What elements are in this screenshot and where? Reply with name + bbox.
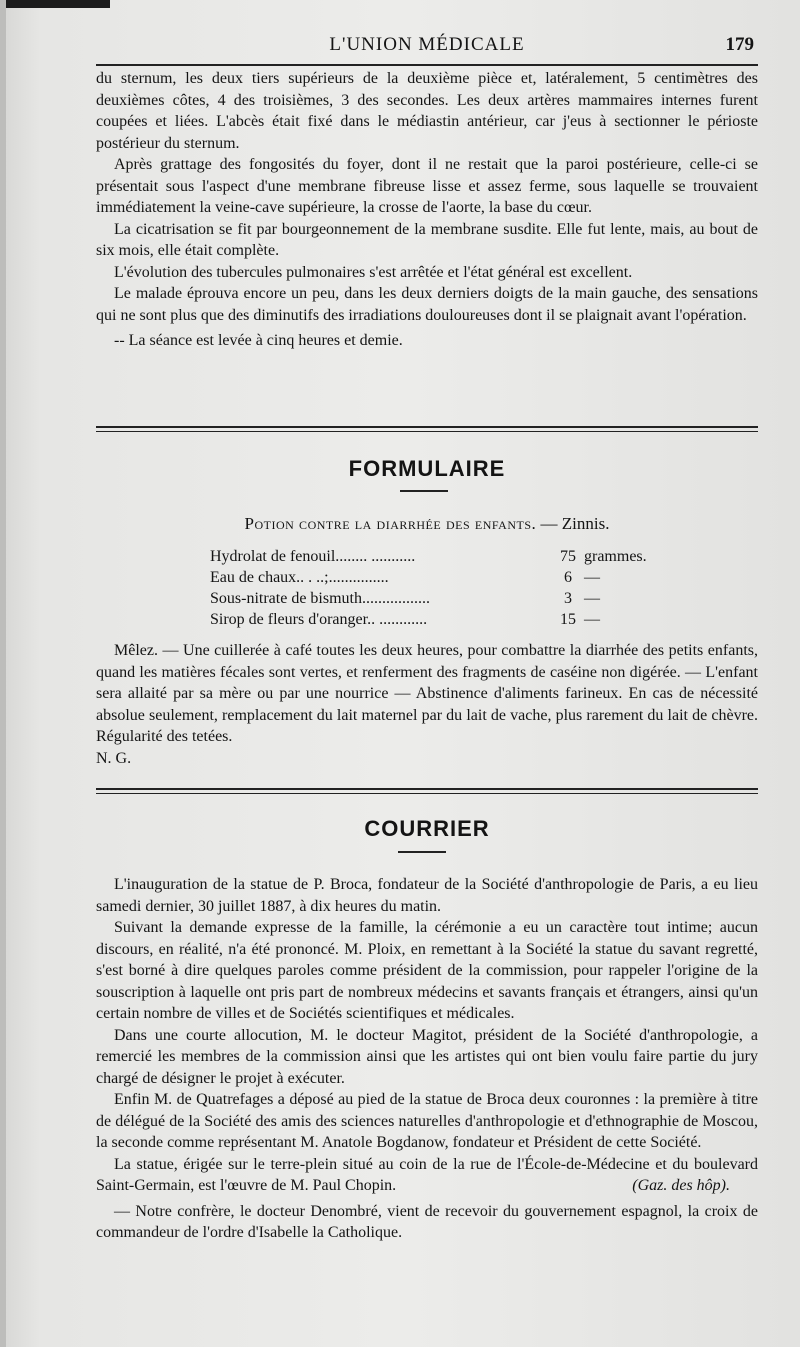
paragraph: Le malade éprouva encore un peu, dans les deux derniers doigts de la main gauche, des sensations qui ne sont plus que des diminutifs des irradiations douloureuses dont il se plaignait avant l'opération. bbox=[96, 285, 758, 324]
paragraph bbox=[96, 1154, 758, 1197]
courrier-heading: COURRIER bbox=[364, 816, 490, 841]
ingredient-unit: — bbox=[584, 611, 600, 628]
ingredients-list bbox=[210, 548, 670, 632]
ingredient-name: Sous-nitrate de bismuth................. bbox=[210, 590, 430, 607]
scan-edge-left bbox=[0, 0, 6, 1347]
ingredient-unit: — bbox=[584, 590, 600, 607]
ingredient-name: Eau de chaux.. . ..;............... bbox=[210, 569, 389, 586]
signature: N. G. bbox=[96, 749, 132, 767]
courrier-text bbox=[96, 874, 758, 1244]
ingredient-row bbox=[210, 548, 670, 569]
scan-edge bbox=[0, 0, 110, 8]
running-header bbox=[96, 32, 758, 62]
ingredient-row bbox=[210, 569, 670, 590]
formulaire-text bbox=[96, 640, 758, 769]
paragraph: La cicatrisation se fit par bourgeonnement de la membrane susdite. Elle fut lente, mais, au bout de six mois, elle était complète. bbox=[96, 220, 758, 259]
source-note: (Gaz. des hôp). bbox=[632, 1177, 730, 1194]
paragraph: du sternum, les deux tiers supérieurs de la deuxième pièce et, latéralement, 5 centimètres des deuxièmes côtes, 4 des troisièmes, 3 des secondes. Les deux artères mammaires internes furent coupées et liées. L'abcès était fixé dans le médiastin antérieur, car j'eus à sectionner le périoste postérieur du sternum. bbox=[96, 70, 758, 152]
section-rule bbox=[96, 426, 758, 428]
section-rule bbox=[96, 431, 758, 432]
ingredient-name: Sirop de fleurs d'oranger.. ............ bbox=[210, 611, 428, 628]
paragraph: Suivant la demande expresse de la famille, la cérémonie a eu un caractère tout intime; aucun discours, en réalité, n'a été prononcé. M. Ploix, en remettant à la Société la statue du savant regretté, s'est borné à dire quelques paroles comme président de la commission, pour rappeler l'origine de la souscription à laquelle ont pris part de nombreux médecins et savants français et étrangers, ainsi qu'un certain nombre de villes et de Sociétés scientifiques et médicales. bbox=[96, 919, 758, 1022]
section-rule bbox=[96, 788, 758, 790]
instructions: Mêlez. — Une cuillerée à café toutes les deux heures, pour combattre la diarrhée des petits enfants, quand les matières fécales sont vertes, et renferment des fragments de caséine non digérée. — L'enfant sera allaité par sa mère ou par une nourrice — Abstinence d'aliments farineux. En cas de nécessité absolue seulement, remplacement du lait maternel par du lait de vache, plus rarement du lait de chèvre. Régularité des tetées. bbox=[96, 642, 758, 745]
formulaire-heading: FORMULAIRE bbox=[348, 456, 506, 481]
paragraph: Après grattage des fongosités du foyer, dont il ne restait que la paroi postérieure, celle-ci se présentait sous l'aspect d'une membrane fibreuse lisse et assez ferme, sous laquelle se trouvaient immédiatement la veine-cave supérieure, la crosse de l'aorte, la base du cœur. bbox=[96, 156, 758, 216]
potion-name: Potion contre la diarrhée des enfants. bbox=[244, 514, 537, 533]
ingredient-qty: 3 bbox=[564, 590, 572, 607]
ingredient-qty: 15 bbox=[560, 611, 576, 628]
header-rule bbox=[96, 64, 758, 66]
ingredient-row bbox=[210, 611, 670, 632]
potion-title bbox=[96, 514, 758, 534]
heading-underline bbox=[398, 851, 446, 853]
paragraph-text: La statue, érigée sur le terre-plein situé au coin de la rue de l'École-de-Médecine et du boulevard Saint-Germain, est l'œuvre de M. Paul Chopin. bbox=[96, 1155, 758, 1194]
journal-title: L'UNION MÉDICALE bbox=[329, 34, 525, 55]
ingredient-name: Hydrolat de fenouil........ ........... bbox=[210, 548, 416, 565]
potion-author: — Zinnis. bbox=[540, 514, 610, 533]
heading-underline bbox=[400, 490, 448, 492]
ingredient-unit: grammes. bbox=[584, 548, 647, 565]
section-rule bbox=[96, 793, 758, 794]
ingredient-qty: 6 bbox=[564, 569, 572, 586]
paragraph: L'évolution des tubercules pulmonaires s'est arrêtée et l'état général est excellent. bbox=[114, 263, 633, 281]
paragraph: Dans une courte allocution, M. le docteur Magitot, président de la Société d'anthropologie, a remercié les membres de la commission ainsi que les artistes qui ont bien voulu faire partie du jury chargé de désigner le projet à exécuter. bbox=[96, 1026, 758, 1087]
paragraph: Enfin M. de Quatrefages a déposé au pied de la statue de Broca deux couronnes : la première à titre de délégué de la Société des amis des sciences naturelles d'anthropologie et d'ethnographie de Moscou, la seconde comme représentant M. Anatole Bogdanow, fondateur et Président de cette Société. bbox=[96, 1091, 758, 1151]
page-number: 179 bbox=[725, 34, 754, 55]
ingredient-unit: — bbox=[584, 569, 600, 586]
paragraph: -- La séance est levée à cinq heures et demie. bbox=[114, 332, 403, 349]
paragraph: — Notre confrère, le docteur Denombré, vient de recevoir du gouvernement espagnol, la croix de commandeur de l'ordre d'Isabelle la Catholique. bbox=[96, 1202, 758, 1241]
ingredient-qty: 75 bbox=[560, 548, 576, 565]
intro-text bbox=[96, 68, 758, 352]
ingredient-row bbox=[210, 590, 670, 611]
paragraph: L'inauguration de la statue de P. Broca, fondateur de la Société d'anthropologie de Paris, a eu lieu samedi dernier, 30 juillet 1887, à dix heures du matin. bbox=[96, 876, 758, 915]
